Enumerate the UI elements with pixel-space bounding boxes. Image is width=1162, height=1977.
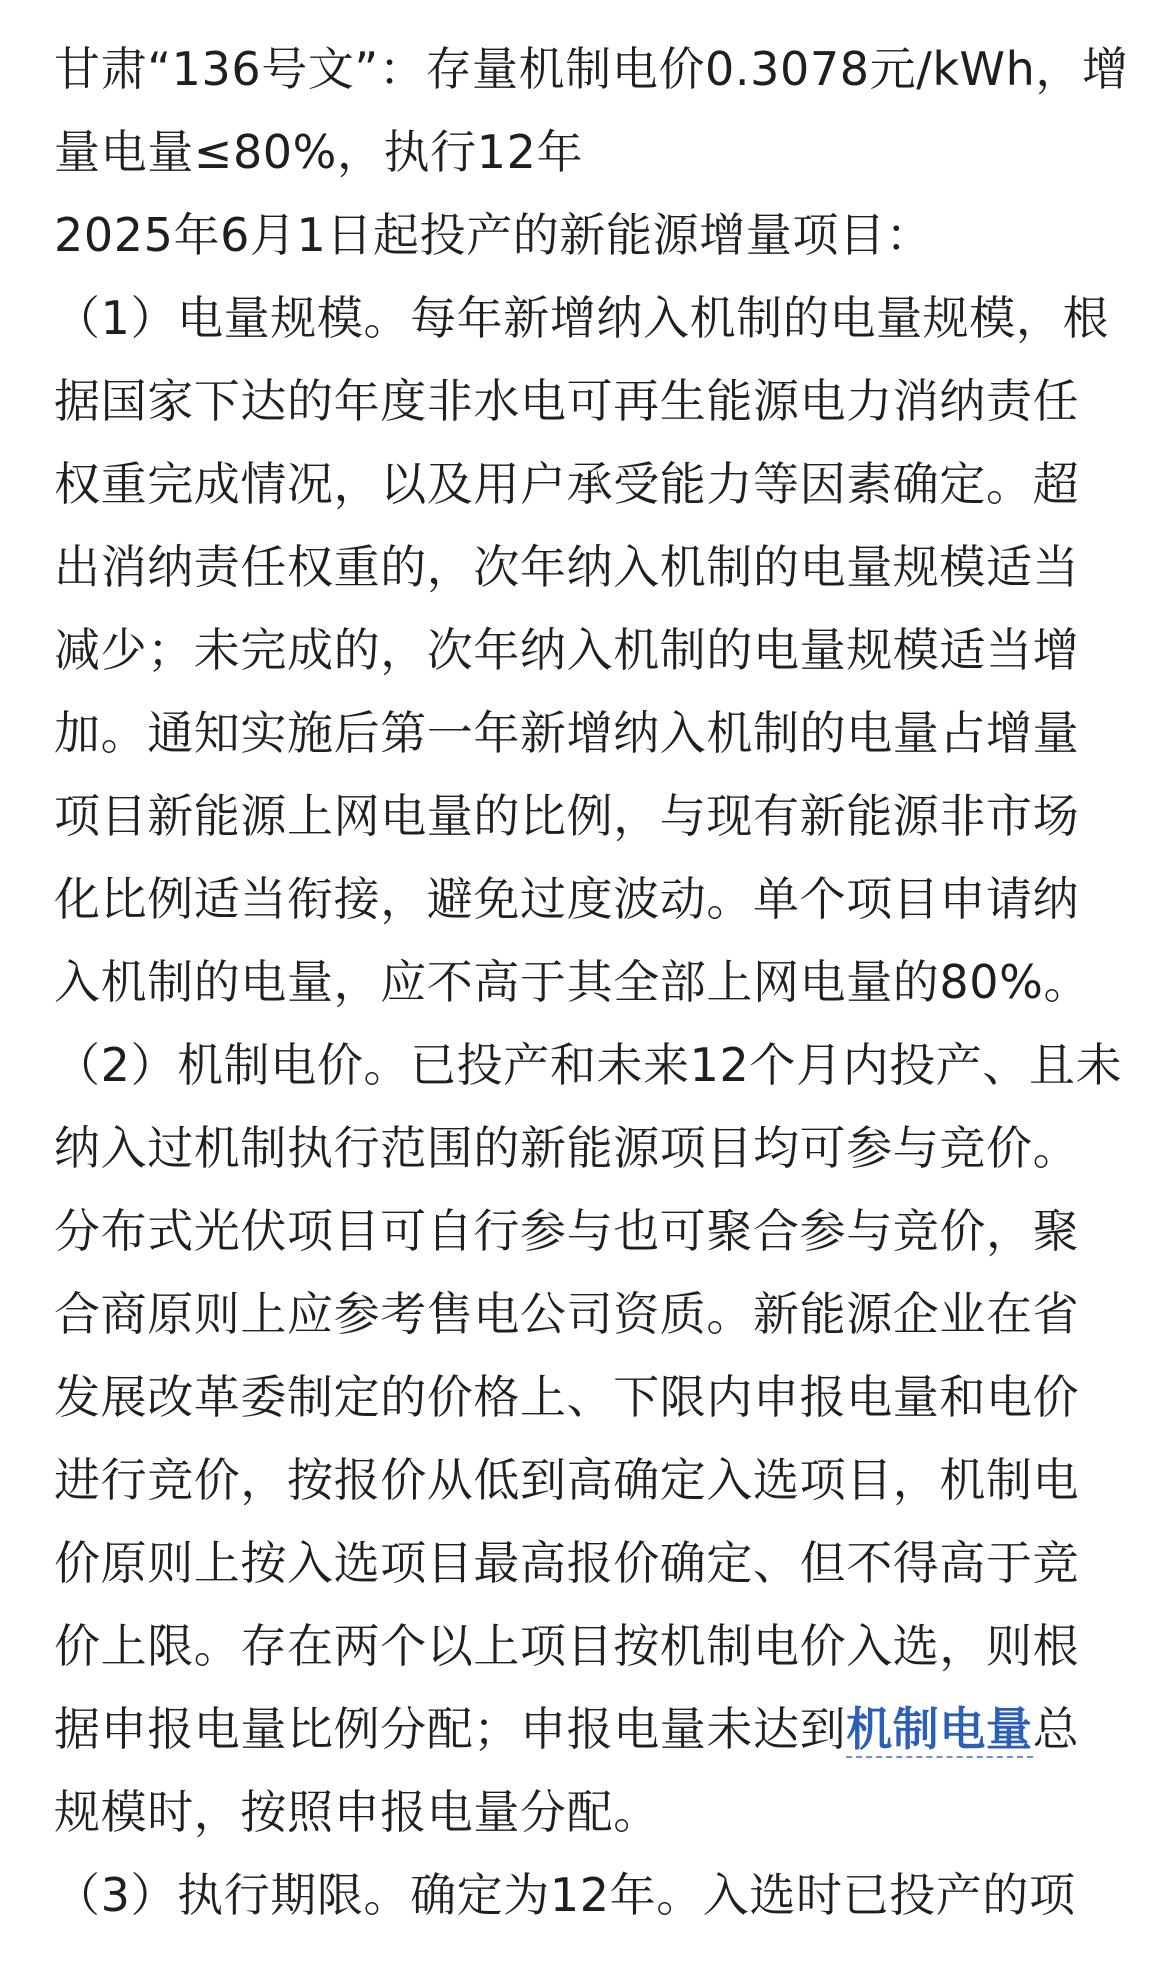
- section-2-line: 进行竞价，按报价从低到高确定入选项目，机制电: [54, 1453, 1080, 1507]
- title-line: 量电量≤80%，执行12年: [54, 125, 584, 179]
- section-2-line: 纳入过机制执行范围的新能源项目均可参与竞价。: [54, 1121, 1080, 1175]
- section-2-line: 合商原则上应参考售电公司资质。新能源企业在省: [54, 1287, 1080, 1341]
- article-title: [54, 28, 1144, 194]
- section-1-line: 出消纳责任权重的，次年纳入机制的电量规模适当: [54, 540, 1080, 594]
- section-2-link-line: [54, 1688, 1144, 1771]
- section-2-line: 发展改革委制定的价格上、下限内申报电量和电价: [54, 1370, 1080, 1424]
- section-1-paragraph: [54, 277, 1144, 1024]
- section-1-line: （1）电量规模。每年新增纳入机制的电量规模，根: [54, 291, 1110, 345]
- section-2-paragraph: [54, 1024, 1144, 1854]
- section-2-line: 价原则上按入选项目最高报价确定、但不得高于竞: [54, 1536, 1080, 1590]
- intro-paragraph: [54, 194, 1144, 277]
- section-1-line: 减少；未完成的，次年纳入机制的电量规模适当增: [54, 623, 1080, 677]
- section-1-line: 据国家下达的年度非水电可再生能源电力消纳责任: [54, 374, 1080, 428]
- section-1-line: 项目新能源上网电量的比例，与现有新能源非市场: [54, 789, 1080, 843]
- intro-line: 2025年6月1日起投产的新能源增量项目：: [54, 208, 933, 262]
- section-1-line: 化比例适当衔接，避免过度波动。单个项目申请纳: [54, 872, 1080, 926]
- section-1-line: 权重完成情况，以及用户承受能力等因素确定。超: [54, 457, 1080, 511]
- section-1-line: 入机制的电量，应不高于其全部上网电量的80%。: [54, 955, 1091, 1009]
- article-body: [54, 28, 1144, 1937]
- section-2-line: 分布式光伏项目可自行参与也可聚合参与竞价，聚: [54, 1204, 1080, 1258]
- link-line-suffix: 总: [1032, 1702, 1080, 1756]
- keyword-link-mechanism-quantity[interactable]: 机制电量: [846, 1702, 1033, 1756]
- section-2-line: （2）机制电价。已投产和未来12个月内投产、且未: [54, 1038, 1123, 1092]
- section-2-line: 价上限。存在两个以上项目按机制电价入选，则根: [54, 1619, 1080, 1673]
- section-2-line: 规模时，按照申报电量分配。: [54, 1785, 660, 1839]
- section-3-paragraph: [54, 1854, 1144, 1937]
- section-3-line: （3）执行期限。确定为12年。入选时已投产的项: [54, 1868, 1076, 1922]
- title-line: 甘肃“136号文”：存量机制电价0.3078元/kWh，增: [54, 42, 1129, 96]
- link-line-prefix: 据申报电量比例分配；申报电量未达到: [54, 1702, 847, 1756]
- section-1-line: 加。通知实施后第一年新增纳入机制的电量占增量: [54, 706, 1080, 760]
